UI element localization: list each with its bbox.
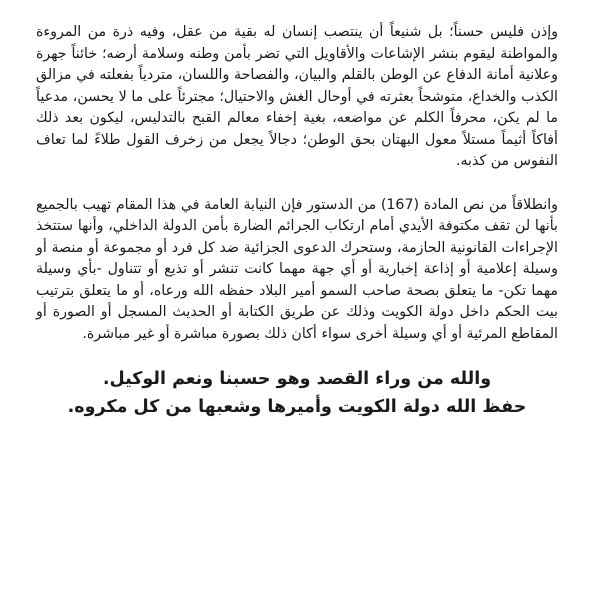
closing-block (36, 365, 558, 421)
closing-line-1: والله من وراء القصد وهو حسبنا ونعم الوكيل. (102, 369, 492, 389)
closing-line-2: حفظ الله دولة الكويت وأميرها وشعبها من كل مكروه. (67, 397, 527, 417)
paragraph-second: وانطلاقاً من نص المادة (167) من الدستور فإن النيابة العامة في هذا المقام تهيب بالجميع بأنها لن تقف مكتوفة الأيدي أمام ارتكاب الجرائم الضارة بأمن الدولة الداخلي، وأنها ستتخذ الإجراءات القانونية الحازمة، وستحرك الدعوى الجزائية ضد كل فرد أو مجموعة أو منصة أو وسيلة إعلامية أو إذاعة إخبارية أو أي جهة مهما كانت تنشر أو تذيع أو تتناول -بأي وسيلة مهما تكن- ما يتعلق بصحة صاحب السمو أمير البلاد حفظه الله ورعاه، أو ما يتعلق بترتيب بيت الحكم داخل دولة الكويت وذلك عن طريق الكتابة أو الحديث المسجل أو الصورة أو المقاطع المرئية أو أي وسيلة أخرى سواء أكان ذلك بصورة مباشرة أو غير مباشرة. (36, 196, 558, 342)
paragraph-first: وإذن فليس حسناً؛ بل شنيعاً أن ينتصب إنسان له بقية من عقل، وفيه ذرة من المروءة والمواطنة ليقوم بنشر الإشاعات والأقاويل التي تضر بأمن وطنه وسلامة أرضه؛ خائناً جهرة وعلانية أمانة الدفاع عن الوطن بالقلم والبيان، والفصاحة واللسان، متردياً بفعلته في مزالق الكذب والخداع، متوشحاً بعثرته في أوحال الغش والاحتيال؛ مجترئاً على ما لا يحسن، مدعياً ما لم يكن، محرفاً الكلم عن مواضعه، بغية إخفاء معالم القبح بالتدليس، ليكون بعد ذلك أفاكاً أثيماً مستلاً معول البهتان بحق الوطن؛ دجالاً يجعل من زخرف القول طلاءً لما تعاف النفوس من كذبه. (36, 24, 558, 169)
